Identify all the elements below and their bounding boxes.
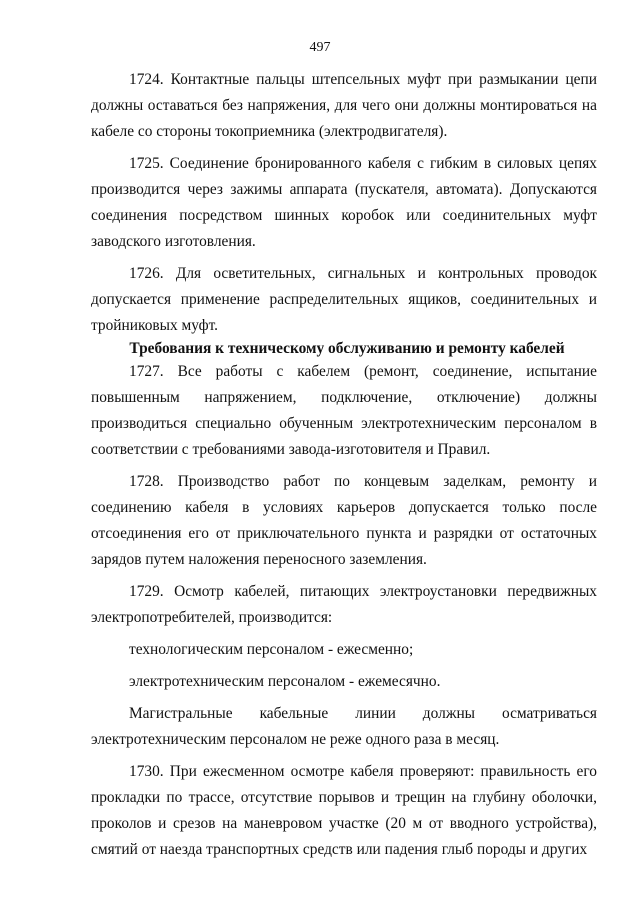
section-heading: Требования к техническому обслуживанию и ремонту кабелей bbox=[129, 340, 565, 357]
paragraph-1724: 1724. Контактные пальцы штепсельных муфт при размыкании цепи должны оставаться без напряжения, для чего они должны монтироваться на кабеле со стороны токоприемника (электродвигателя). bbox=[91, 71, 597, 140]
list-item-electrotechnical: электротехническим персоналом - ежемесячно. bbox=[129, 673, 441, 690]
list-item-technological: технологическим персоналом - ежесменно; bbox=[129, 641, 414, 658]
paragraph-1727: 1727. Все работы с кабелем (ремонт, соединение, испытание повышенным напряжением, подключение, отключение) должны производиться специально обученным электротехническим персоналом в соответствии с требованиями завода-изготовителя и Правил. bbox=[91, 363, 597, 458]
paragraph-1728: 1728. Производство работ по концевым заделкам, ремонту и соединению кабеля в условиях карьеров допускается только после отсоединения его от приключательного пункта и разрядки от остаточных зарядов путем наложения переносного заземления. bbox=[91, 473, 597, 568]
page-number: 497 bbox=[309, 40, 331, 55]
document-body bbox=[91, 67, 597, 869]
paragraph-1726: 1726. Для осветительных, сигнальных и контрольных проводок допускается применение распределительных ящиков, соединительных и тройниковых муфт. bbox=[91, 265, 597, 334]
paragraph-1729-mainlines: Магистральные кабельные линии должны осматриваться электротехническим персоналом не реже одного раза в месяц. bbox=[91, 705, 597, 748]
paragraph-1725: 1725. Соединение бронированного кабеля с гибким в силовых цепях производится через зажимы аппарата (пускателя, автомата). Допускаются соединения посредством шинных коробок или соединительных муфт заводского изготовления. bbox=[91, 155, 597, 250]
paragraph-1729: 1729. Осмотр кабелей, питающих электроустановки передвижных электропотребителей, производится: bbox=[91, 583, 597, 626]
paragraph-1730: 1730. При ежесменном осмотре кабеля проверяют: правильность его прокладки по трассе, отсутствие порывов и трещин на глубину оболочки, проколов и срезов на маневровом участке (20 м от вводного устройства), смятий от наезда транспортных средств или падения глыб породы и других bbox=[91, 763, 597, 858]
